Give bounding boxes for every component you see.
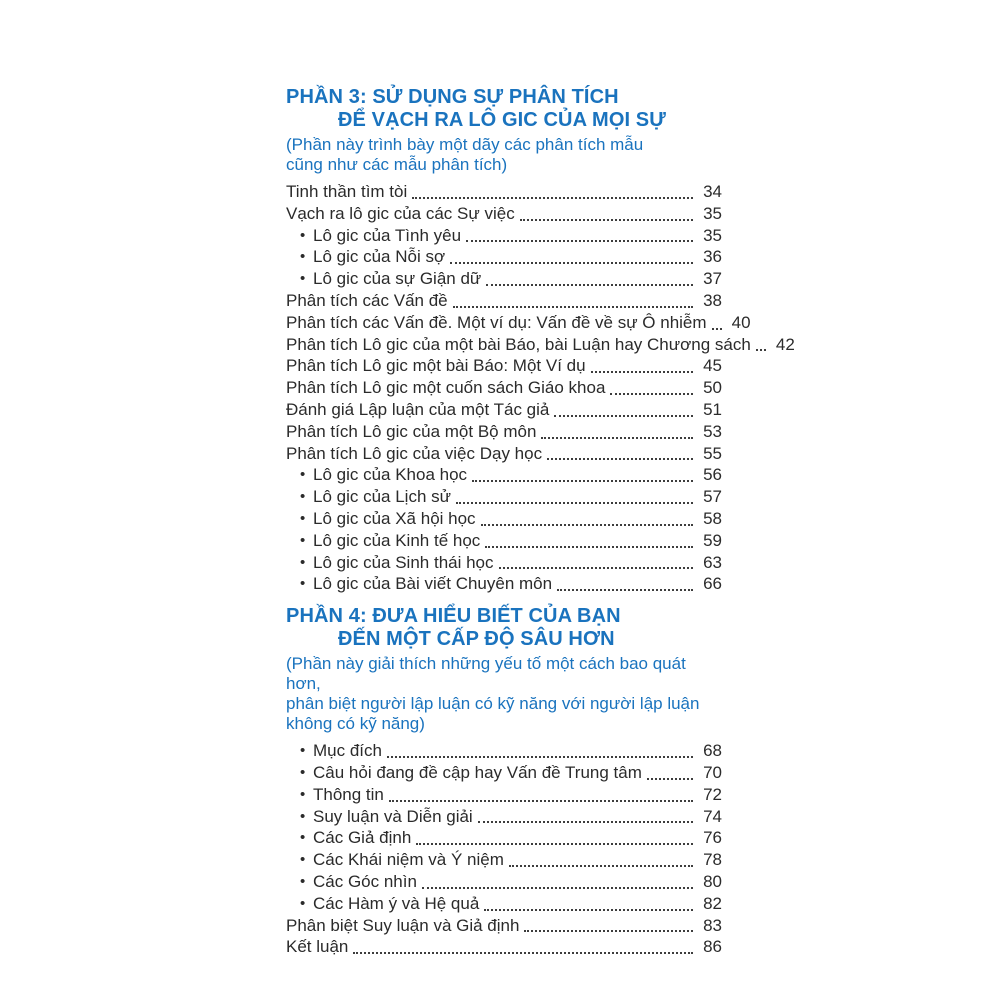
toc-entry	[286, 508, 722, 530]
section-subtitle-line: phân biệt người lập luận có kỹ năng với người lập luận	[286, 694, 700, 714]
toc-entry-page-number: 36	[703, 247, 722, 267]
toc-entry-label: Các Hàm ý và Hệ quả	[313, 893, 480, 913]
toc-entry-page-number: 68	[703, 741, 722, 761]
toc-entry-label: Mục đích	[313, 741, 382, 761]
toc-entry	[286, 290, 722, 312]
section-heading-line: ĐẾN MỘT CẤP ĐỘ SÂU HƠN	[338, 628, 615, 651]
toc-entry-label: Lô gic của sự Giận dữ	[313, 269, 482, 289]
bullet-icon: •	[300, 872, 306, 890]
dot-leader	[412, 197, 693, 199]
toc-entry-label: Các Khái niệm và Ý niệm	[313, 850, 504, 870]
toc-entry-label: Đánh giá Lập luận của một Tác giả	[286, 399, 550, 419]
bullet-icon: •	[300, 226, 306, 244]
section-heading-line: ĐỂ VẠCH RA LÔ GIC CỦA MỌI SỰ	[338, 109, 666, 131]
toc-entry	[286, 377, 722, 399]
toc-entry	[286, 871, 722, 893]
toc-entry-label: Lô gic của Khoa học	[313, 465, 468, 485]
dot-leader	[547, 458, 693, 460]
toc-entry	[286, 740, 722, 762]
dot-leader	[456, 502, 693, 504]
toc-entry	[286, 246, 722, 268]
toc-entry-label: Lô gic của Lịch sử	[313, 487, 452, 507]
toc-entry-label: Suy luận và Diễn giải	[313, 806, 473, 826]
toc-entry-label: Các Góc nhìn	[313, 871, 417, 891]
bullet-icon: •	[300, 829, 306, 847]
dot-leader	[524, 930, 693, 932]
toc-entry-page-number: 86	[703, 937, 722, 957]
toc-entry	[286, 312, 751, 334]
toc-entry-label: Các Giả định	[313, 828, 412, 848]
dot-leader	[499, 567, 693, 569]
toc-entry-page-number: 45	[703, 356, 722, 376]
bullet-icon: •	[300, 763, 306, 781]
toc-entry	[286, 268, 722, 290]
dot-leader	[756, 349, 766, 351]
bullet-icon: •	[300, 807, 306, 825]
toc-entry-label: Phân tích Lô gic một cuốn sách Giáo khoa	[286, 378, 606, 398]
bullet-icon: •	[300, 851, 306, 869]
section-heading	[286, 605, 722, 651]
toc-entry	[286, 181, 722, 203]
toc-entry-label: Phân tích Lô gic của một bài Báo, bài Luận hay Chương sách	[286, 334, 751, 354]
bullet-icon: •	[300, 575, 306, 593]
toc-entry-label: Lô gic của Tình yêu	[313, 225, 462, 245]
bullet-icon: •	[300, 488, 306, 506]
dot-leader	[387, 756, 693, 758]
toc-entry-label: Phân tích Lô gic của một Bộ môn	[286, 421, 537, 441]
toc-entry-page-number: 51	[703, 399, 722, 419]
dot-leader	[541, 437, 693, 439]
section-heading-line: PHẦN 4: ĐƯA HIỂU BIẾT CỦA BẠN	[286, 605, 621, 628]
dot-leader	[453, 306, 693, 308]
bullet-icon: •	[300, 248, 306, 266]
toc-entry-label: Thông tin	[313, 784, 384, 804]
toc-entry-label: Lô gic của Nỗi sợ	[313, 247, 446, 267]
toc-entry	[286, 573, 722, 595]
toc-entry-label: Phân tích Lô gic một bài Báo: Một Ví dụ	[286, 356, 586, 376]
toc-entry-page-number: 78	[703, 850, 722, 870]
toc-entry	[286, 806, 722, 828]
section-subtitle-line: cũng như các mẫu phân tích)	[286, 155, 508, 174]
dot-leader	[481, 524, 693, 526]
dot-leader	[712, 328, 722, 330]
toc-entry-page-number: 70	[703, 762, 722, 782]
dot-leader	[472, 480, 693, 482]
toc-entry-page-number: 59	[703, 530, 722, 550]
toc-section	[286, 605, 722, 958]
dot-leader	[554, 415, 693, 417]
table-of-contents	[286, 86, 795, 958]
toc-entry-label: Lô gic của Kinh tế học	[313, 530, 481, 550]
toc-entry-label: Phân tích Lô gic của việc Dạy học	[286, 443, 543, 463]
toc-entry	[286, 355, 722, 377]
dot-leader	[466, 240, 693, 242]
bullet-icon: •	[300, 742, 306, 760]
toc-entry-label: Kết luận	[286, 937, 349, 957]
bullet-icon: •	[300, 894, 306, 912]
toc-entry	[286, 203, 722, 225]
bullet-icon: •	[300, 531, 306, 549]
toc-entry-label: Phân tích các Vấn đề. Một ví dụ: Vấn đề về sự Ô nhiễm	[286, 312, 707, 332]
dot-leader	[486, 284, 693, 286]
dot-leader	[422, 887, 693, 889]
toc-entry-page-number: 53	[703, 421, 722, 441]
section-subtitle-line: (Phần này trình bày một dãy các phân tích mẫu	[286, 135, 644, 154]
section-subtitle-line: (Phần này giải thích những yếu tố một cách bao quát hơn,	[286, 654, 686, 694]
section-heading	[286, 86, 722, 132]
toc-entry-page-number: 83	[703, 915, 722, 935]
toc-entry-label: Tinh thần tìm tòi	[286, 182, 408, 201]
dot-leader	[478, 821, 693, 823]
toc-entry-label: Vạch ra lô gic của các Sự việc	[286, 203, 515, 223]
toc-entry	[286, 464, 722, 486]
toc-entry	[286, 334, 795, 356]
toc-entry-page-number: 80	[703, 871, 722, 891]
toc-entry-page-number: 40	[731, 312, 751, 332]
dot-leader	[557, 589, 693, 591]
section-heading-line: PHẦN 3: SỬ DỤNG SỰ PHÂN TÍCH	[286, 86, 619, 108]
bullet-icon: •	[300, 785, 306, 803]
toc-entry-page-number: 74	[703, 806, 722, 826]
dot-leader	[610, 393, 693, 395]
dot-leader	[485, 546, 693, 548]
toc-entry-page-number: 42	[775, 334, 795, 354]
toc-entry	[286, 762, 722, 784]
toc-entry-label: Phân tích các Vấn đề	[286, 290, 448, 310]
toc-entry-page-number: 35	[703, 203, 722, 223]
dot-leader	[520, 219, 693, 221]
toc-entry-label: Phân biệt Suy luận và Giả định	[286, 915, 520, 935]
toc-entry	[286, 552, 722, 574]
toc-entry-label: Lô gic của Xã hội học	[313, 508, 476, 528]
toc-entry-page-number: 76	[703, 828, 722, 848]
toc-entry-page-number: 72	[703, 784, 722, 804]
toc-entry	[286, 443, 722, 465]
toc-entry	[286, 849, 722, 871]
toc-entry	[286, 893, 722, 915]
toc-entry-page-number: 66	[703, 574, 722, 594]
section-subtitle	[286, 135, 722, 175]
toc-entry	[286, 827, 722, 849]
dot-leader	[353, 952, 693, 954]
toc-entry-page-number: 55	[703, 443, 722, 463]
toc-entry-page-number: 63	[703, 552, 722, 572]
toc-entry	[286, 486, 722, 508]
toc-entry	[286, 530, 722, 552]
toc-entry-page-number: 50	[703, 378, 722, 398]
dot-leader	[416, 843, 693, 845]
dot-leader	[647, 778, 693, 780]
toc-entry-page-number: 38	[703, 290, 722, 310]
toc-entry-list	[286, 740, 722, 958]
dot-leader	[389, 800, 693, 802]
bullet-icon: •	[300, 553, 306, 571]
toc-entry	[286, 225, 722, 247]
section-subtitle	[286, 654, 722, 734]
toc-section	[286, 86, 795, 595]
toc-entry	[286, 399, 722, 421]
toc-entry-page-number: 34	[703, 182, 722, 201]
toc-entry-list	[286, 181, 795, 595]
section-subtitle-line: không có kỹ năng)	[286, 714, 425, 734]
toc-entry	[286, 421, 722, 443]
toc-entry-page-number: 82	[703, 893, 722, 913]
dot-leader	[509, 865, 693, 867]
dot-leader	[450, 262, 693, 264]
toc-entry-page-number: 57	[703, 487, 722, 507]
toc-entry	[286, 784, 722, 806]
dot-leader	[484, 909, 693, 911]
toc-entry-page-number: 37	[703, 269, 722, 289]
toc-entry-page-number: 35	[703, 225, 722, 245]
toc-entry-label: Lô gic của Bài viết Chuyên môn	[313, 574, 553, 594]
toc-entry-label: Câu hỏi đang đề cập hay Vấn đề Trung tâm	[313, 762, 642, 782]
bullet-icon: •	[300, 466, 306, 484]
toc-entry-page-number: 58	[703, 508, 722, 528]
toc-entry	[286, 915, 722, 937]
toc-entry-label: Lô gic của Sinh thái học	[313, 552, 494, 572]
toc-entry-page-number: 56	[703, 465, 722, 485]
bullet-icon: •	[300, 509, 306, 527]
dot-leader	[591, 371, 693, 373]
bullet-icon: •	[300, 270, 306, 288]
toc-entry	[286, 936, 722, 958]
